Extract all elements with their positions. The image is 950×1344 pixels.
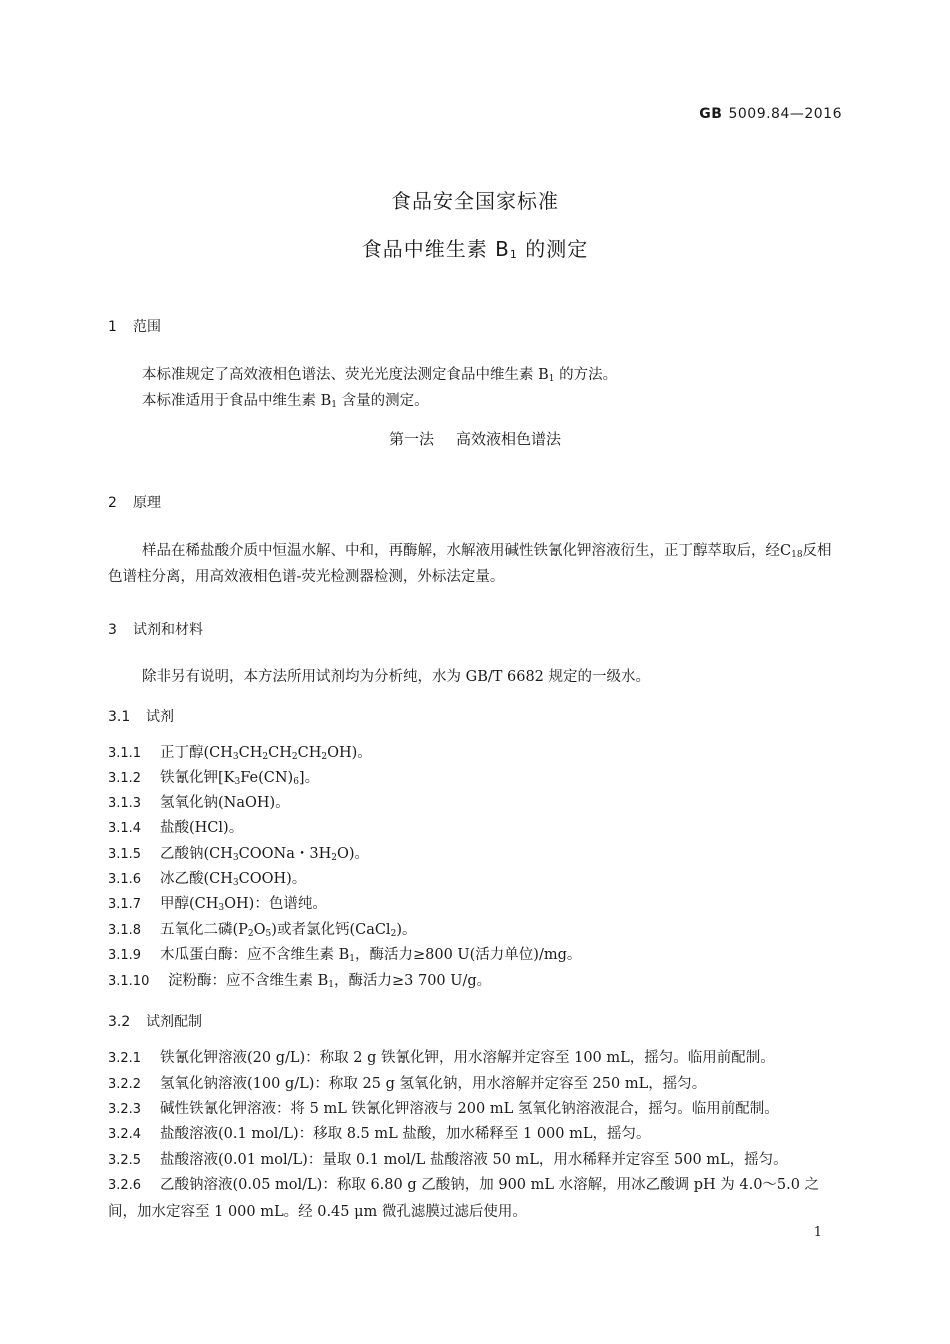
item-number: 3.2.1 [108, 1051, 142, 1066]
section-number: 2 [108, 495, 117, 511]
subscript: 1 [328, 980, 334, 990]
section-title: 试剂和材料 [133, 622, 203, 638]
section-heading-3 [108, 619, 203, 639]
reagent-item [108, 891, 843, 918]
text: O)。 [336, 846, 369, 862]
preparation-item [108, 1045, 843, 1072]
subscript: 2 [291, 752, 298, 762]
scope-paragraph-2 [108, 388, 843, 414]
item-number: 3.2.6 [108, 1178, 142, 1193]
subscript: 3 [218, 903, 225, 913]
item-number: 3.1.8 [108, 923, 142, 938]
document-subtitle [0, 233, 950, 262]
text: 乙酸钠溶液(0.05 mol/L)：称取 6.80 g 乙酸钠，加 900 mL 水溶解，用冰乙酸调 pH 为 4.0～5.0 之间，加水定容至 1 000 mL。经 0.45 μm 微孔滤膜过滤后使用。 [108, 1177, 820, 1220]
item-number: 3.1.10 [108, 974, 150, 989]
subscript: 6 [293, 777, 299, 787]
text: CH [238, 745, 263, 761]
text: CH [268, 745, 292, 761]
section-title: 原理 [133, 495, 161, 511]
preparation-item [108, 1147, 843, 1174]
item-number: 3.2.3 [108, 1102, 142, 1117]
subscript: 2 [390, 929, 397, 939]
subscript: 3 [234, 777, 241, 787]
item-number: 3.1.3 [108, 796, 142, 811]
text: 淀粉酶：应不含维生素 B [168, 973, 329, 989]
section-title: 范围 [133, 319, 161, 335]
text: 冰乙酸(CH [160, 871, 233, 887]
subscript: 3 [232, 752, 239, 762]
section-number: 3.1 [108, 709, 131, 725]
reagent-item [108, 765, 843, 792]
section-title: 试剂 [146, 709, 174, 725]
section-heading-2 [108, 492, 161, 512]
subscript: 2 [262, 752, 269, 762]
text: 盐酸(HCl)。 [160, 820, 244, 836]
subtitle-text-end: 的测定 [517, 237, 589, 261]
reagent-item [108, 866, 843, 893]
text: OH)：色谱纯。 [224, 896, 327, 912]
item-number: 3.1.7 [108, 897, 142, 912]
item-number: 3.2.2 [108, 1077, 142, 1092]
text: 碱性铁氰化钾溶液：将 5 mL 铁氰化钾溶液与 200 mL 氢氧化钠溶液混合，摇匀。临用前配制。 [160, 1101, 779, 1117]
text: COOH)。 [238, 871, 307, 887]
preparation-item [108, 1121, 843, 1148]
text: O [253, 922, 266, 938]
item-number: 3.1.2 [108, 771, 142, 786]
subscript: 1 [548, 374, 555, 384]
method-number: 第一法 [388, 430, 434, 448]
text: 含量的测定。 [337, 393, 429, 409]
text: 铁氰化钾溶液(20 g/L)：称取 2 g 铁氰化钾，用水溶解并定容至 100 mL，摇匀。临用前配制。 [160, 1050, 775, 1066]
document-title: 食品安全国家标准 [391, 189, 559, 213]
preparation-item [108, 1071, 843, 1098]
section-heading-1 [108, 316, 161, 336]
preparation-item [108, 1096, 843, 1123]
text: 的方法。 [554, 367, 618, 383]
subscript: 2 [321, 752, 328, 762]
section-number: 1 [108, 319, 117, 335]
text: 铁氰化钾[K [160, 770, 235, 786]
reagent-item [108, 740, 843, 767]
reagent-item [108, 815, 843, 842]
text: 本标准适用于食品中维生素 B [142, 393, 332, 409]
principle-paragraph [108, 538, 843, 590]
subsection-heading-3-2 [108, 1011, 202, 1031]
text: )或者氯化钙(CaCl [271, 922, 391, 938]
reagents-intro-paragraph: 除非另有说明，本方法所用试剂均为分析纯，水为 GB/T 6682 规定的一级水。 [142, 669, 651, 685]
item-number: 3.1.4 [108, 821, 142, 836]
preparation-item [108, 1172, 843, 1225]
subscript: 2 [247, 929, 254, 939]
subscript: 1 [349, 954, 355, 964]
subscript: 5 [265, 929, 272, 939]
section-title: 试剂配制 [146, 1014, 202, 1030]
text: ，酶活力≥3 700 U/g。 [334, 973, 492, 989]
reagent-item [108, 942, 843, 969]
reagent-item [108, 968, 843, 995]
text: 本标准规定了高效液相色谱法、荧光光度法测定食品中维生素 B [142, 367, 549, 383]
text: CH [297, 745, 322, 761]
item-number: 3.2.5 [108, 1153, 142, 1168]
item-number: 3.2.4 [108, 1127, 142, 1142]
reagent-item [108, 790, 843, 817]
item-number: 3.1.9 [108, 948, 142, 963]
subsection-heading-3-1 [108, 706, 174, 726]
reagent-item [108, 841, 843, 868]
section-number: 3 [108, 622, 117, 638]
method-title [0, 428, 950, 449]
section-number: 3.2 [108, 1014, 131, 1030]
subscript: 1 [331, 400, 337, 410]
subscript: 3 [232, 853, 239, 863]
text: 氢氧化钠(NaOH)。 [160, 795, 290, 811]
text: COONa・3H [238, 846, 332, 862]
subscript: 18 [791, 550, 803, 560]
standard-prefix: GB [699, 106, 723, 122]
standard-number: 5009.84—2016 [728, 106, 842, 122]
text: OH)。 [327, 745, 372, 761]
subtitle-text: 食品中维生素 B [361, 237, 510, 261]
item-number: 3.1.1 [108, 746, 142, 761]
subtitle-subscript: 1 [509, 248, 518, 261]
method-name: 高效液相色谱法 [456, 430, 562, 448]
subscript: 2 [331, 853, 337, 863]
text: 盐酸溶液(0.01 mol/L)：量取 0.1 mol/L 盐酸溶液 50 mL，用水稀释并定容至 500 mL，摇匀。 [160, 1152, 788, 1168]
text: 甲醇(CH [160, 896, 219, 912]
item-number: 3.1.5 [108, 847, 142, 862]
text: 乙酸钠(CH [160, 846, 233, 862]
text: )。 [396, 922, 417, 938]
reagent-item [108, 917, 843, 944]
text: Fe(CN) [240, 770, 294, 786]
standard-code [699, 106, 842, 122]
text: 五氧化二磷(P [160, 922, 248, 938]
text: 氢氧化钠溶液(100 g/L)：称取 25 g 氢氧化钠，用水溶解并定容至 250 mL，摇匀。 [160, 1076, 707, 1092]
text: ]。 [298, 770, 320, 786]
page-number: 1 [813, 1225, 822, 1240]
text: 样品在稀盐酸介质中恒温水解、中和，再酶解，水解液用碱性铁氰化钾溶液衍生，正丁醇萃取后，经C [142, 543, 792, 559]
scope-paragraph-1 [108, 362, 843, 388]
text: 正丁醇(CH [160, 745, 233, 761]
text: 木瓜蛋白酶：应不含维生素 B [160, 947, 350, 963]
text: ，酶活力≥800 U(活力单位)/mg。 [355, 947, 582, 963]
item-number: 3.1.6 [108, 872, 142, 887]
subscript: 3 [232, 878, 239, 888]
text: 反相色谱柱分离，用高效液相色谱-荧光检测器检测，外标法定量。 [108, 543, 832, 585]
text: 盐酸溶液(0.1 mol/L)：移取 8.5 mL 盐酸，加水稀释至 1 000 mL，摇匀。 [160, 1126, 651, 1142]
